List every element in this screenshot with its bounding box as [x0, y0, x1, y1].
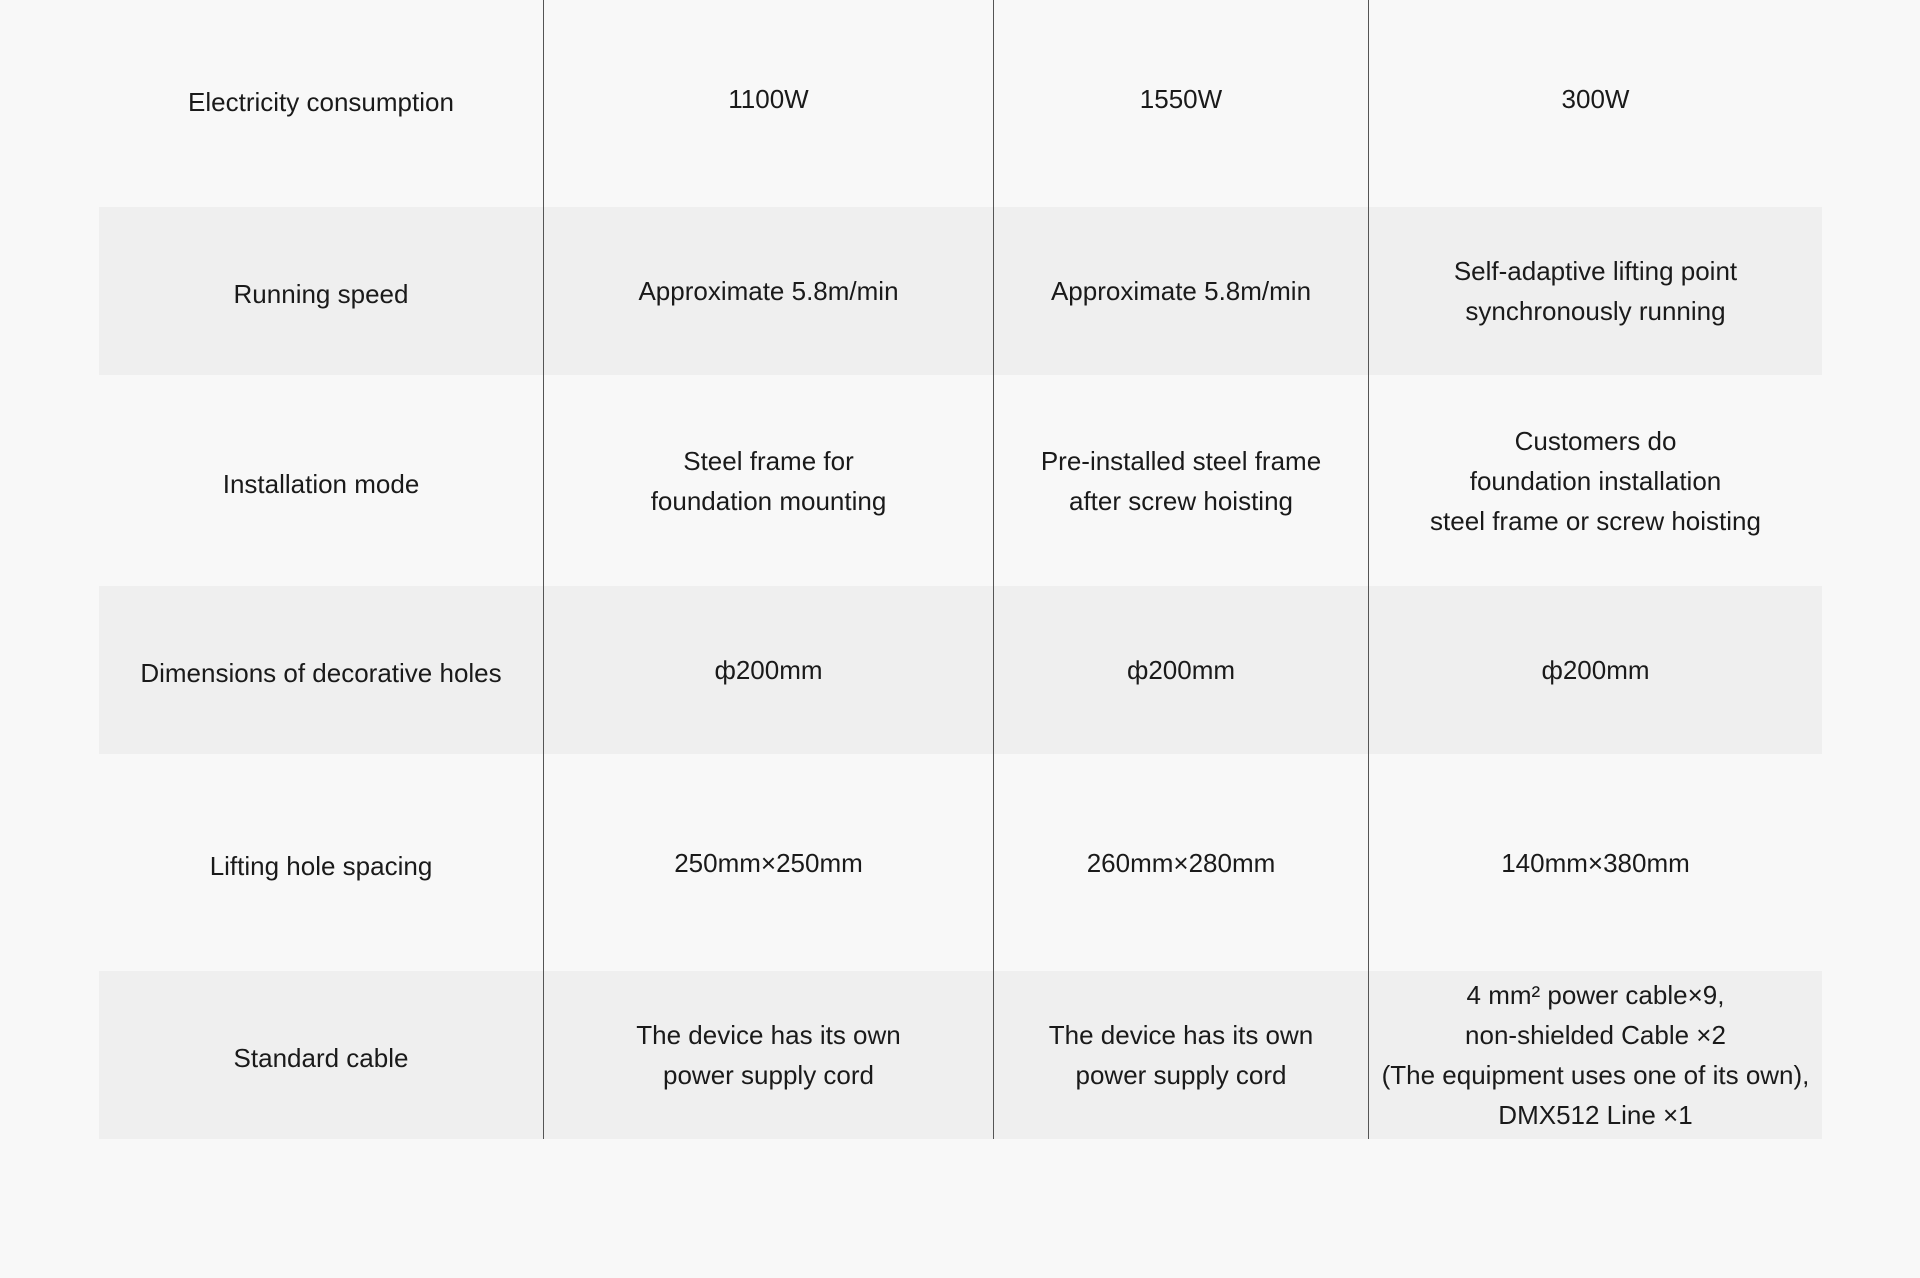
table-cell: ф200mm [993, 586, 1368, 754]
table-row-decorative-holes [99, 586, 1822, 754]
row-label: Running speed [233, 279, 409, 309]
table-cell: 1550W [993, 0, 1368, 207]
table-cell: Approximate 5.8m/min [993, 207, 1368, 375]
spec-table [99, 0, 1822, 1139]
table-cell: 300W [1368, 0, 1822, 207]
table-row-installation-mode [99, 375, 1822, 586]
table-row-running-speed [99, 207, 1822, 375]
table-cell: 260mm×280mm [993, 754, 1368, 971]
row-label: Installation mode [222, 468, 420, 499]
table-cell: ф200mm [1368, 586, 1822, 754]
row-label: Lifting hole spacing [209, 850, 433, 881]
table-row-lifting-hole-spacing [99, 754, 1822, 971]
table-row-electricity-consumption [99, 0, 1822, 207]
table-cell: The device has its own power supply cord [543, 971, 993, 1139]
table-cell: The device has its own power supply cord [993, 971, 1368, 1139]
table-cell: Steel frame for foundation mounting [543, 375, 993, 586]
row-label: Electricity consumption [188, 86, 454, 117]
row-label: Dimensions of decorative holes [140, 658, 502, 688]
table-cell: 1100W [543, 0, 993, 207]
table-cell: Approximate 5.8m/min [543, 207, 993, 375]
table-cell: ф200mm [543, 586, 993, 754]
table-cell: Customers do foundation installation steel frame or screw hoisting [1368, 375, 1822, 586]
table-cell: Pre-installed steel frame after screw hoisting [993, 375, 1368, 586]
row-label: Standard cable [233, 1043, 409, 1073]
table-cell: 140mm×380mm [1368, 754, 1822, 971]
table-row-standard-cable [99, 971, 1822, 1139]
table-cell: 4 mm² power cable×9, non-shielded Cable ×2 (The equipment uses one of its own), DMX512 Line ×1 [1368, 971, 1822, 1139]
table-cell: 250mm×250mm [543, 754, 993, 971]
table-cell: Self-adaptive lifting point synchronously running [1368, 207, 1822, 375]
